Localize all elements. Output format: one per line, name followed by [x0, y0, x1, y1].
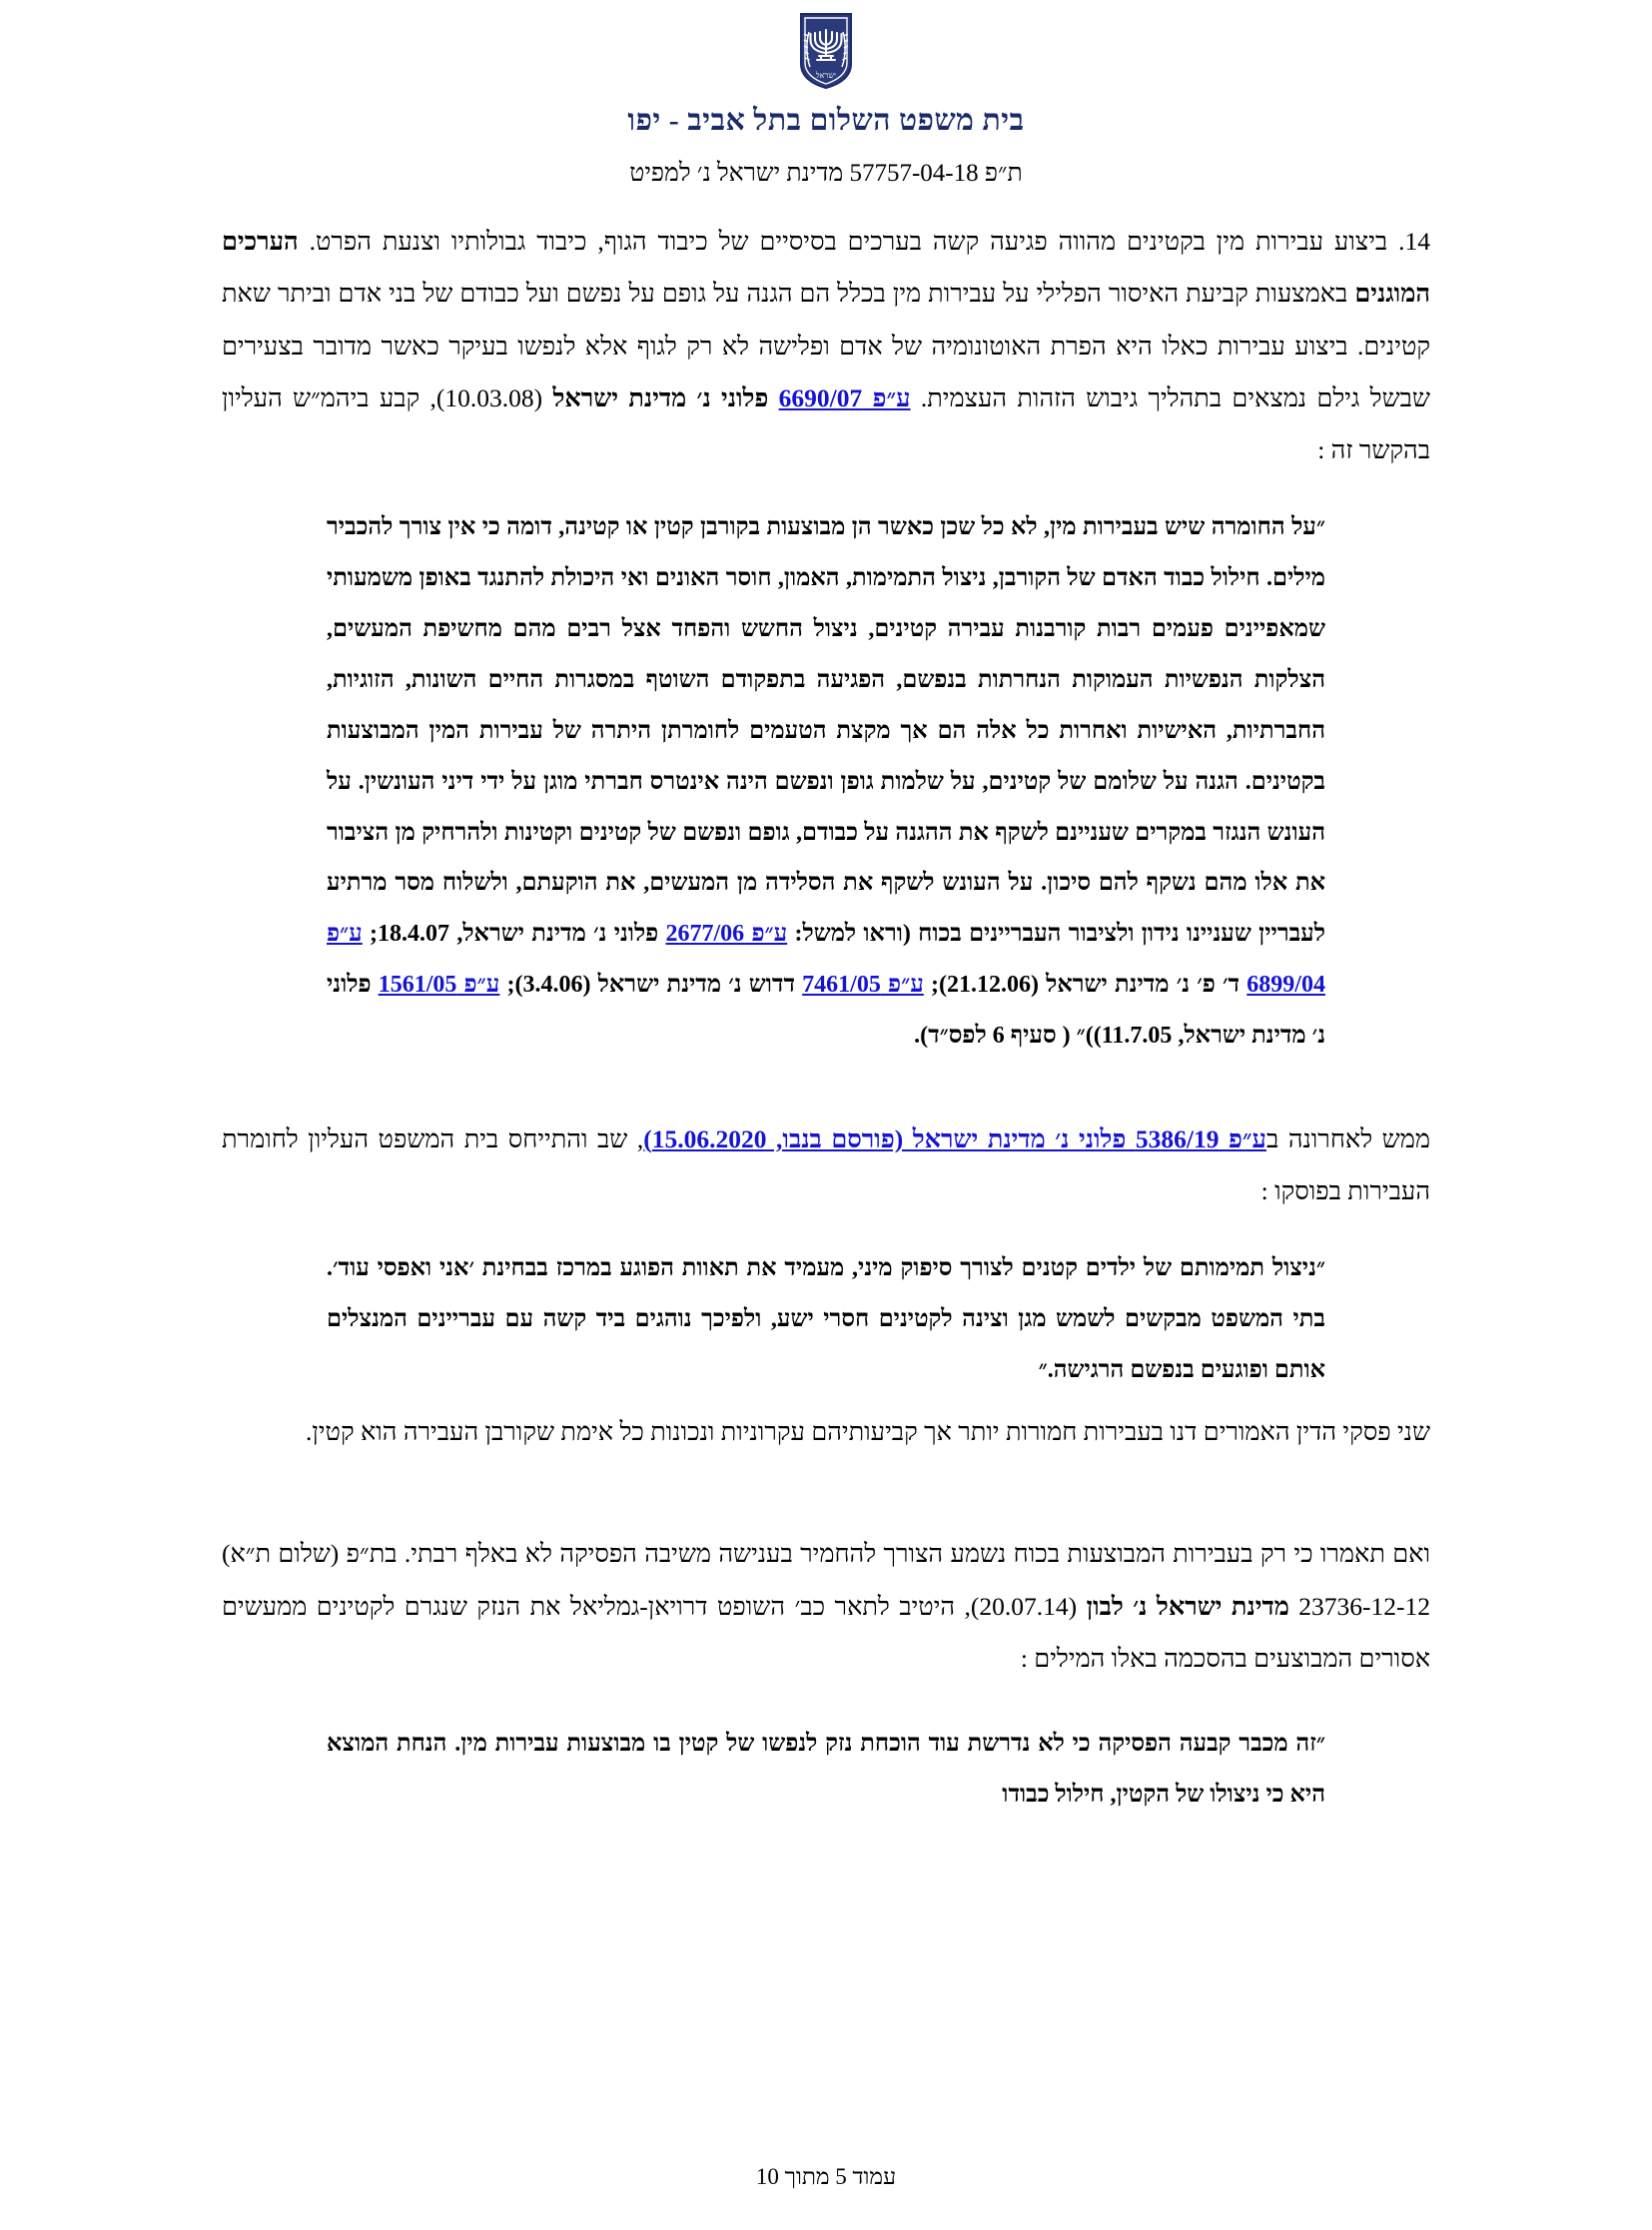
paragraph-two-rulings: שני פסקי הדין האמורים דנו בעבירות חמורות יותר אך קביעותיהם עקרוניות ונכונות כל אימת שקורבן העבירה הוא קטין.	[306, 1417, 1430, 1447]
spacer	[222, 1088, 1430, 1114]
case-name-lavon: מדינת ישראל נ׳ לבון	[1086, 1591, 1289, 1621]
paragraph-14-text-3: (10.03.08), קבע ביהמ״ש העליון בהקשר זה :	[222, 382, 1430, 465]
spacer	[222, 1484, 1430, 1528]
court-emblem-container	[0, 0, 1652, 100]
paragraph-15-text-2: , שב והתייחס בית המשפט העליון לחומרת העבירות בפוסקו :	[222, 1123, 1430, 1206]
paragraph-14-text-1: ביצוע עבירות מין בקטינים מהווה פגיעה קשה בערכים בסיסיים של כיבוד הגוף, כיבוד גבולותיו וצנעת הפרט.	[298, 227, 1388, 256]
citation-link-5386-19[interactable]: ע״פ 5386/19 פלוני נ׳ מדינת ישראל (פורסם בנבו, 15.06.2020)	[643, 1123, 1266, 1153]
svg-text:ישראל: ישראל	[815, 71, 837, 80]
quote-block-2: ״ניצול תמימותם של ילדים קטנים לצורך סיפוק מיני, מעמיד את תאוות הפוגע במרכז בבחינת ׳אני ואפסי עוד׳. בתי המשפט מבקשים לשמש מגן וצינה לקטינים חסרי ישע, ולפיכך נוהגים ביד קשה עם עבריינים המנצלים אותם ופוגעים בנפשם הרגישה.״	[327, 1255, 1325, 1384]
court-title: בית משפט השלום בתל אביב - יפו	[627, 104, 1025, 137]
paragraph-17-text-1: ואם תאמרו כי רק בעבירות המבוצעות בכוח נשמע הצורך להחמיר בענישה משיבה הפסיקה לא באלף רבתי. בת״פ (שלום ת״א) 23736-12-12	[222, 1539, 1431, 1621]
quote-block-3: ״זה מכבר קבעה הפסיקה כי לא נדרשת עוד הוכחת נזק לנפשו של קטין בו מבוצעות עבירות מין. הנחת המוצא היא כי ניצולו של הקטין, חילול כבודו	[327, 1731, 1325, 1809]
quote-1-line-4: דדוש נ׳ מדינת ישראל (3.4.06);	[499, 972, 803, 999]
case-number-line: ת״פ 57757-04-18 מדינת ישראל נ׳ למפיט	[629, 160, 1023, 187]
citation-link-1561-05[interactable]: ע״פ 1561/05	[378, 972, 500, 999]
israel-state-emblem-menorah-icon	[797, 12, 855, 90]
emphasis-protected-values: הערכים המוגנים	[222, 227, 1430, 309]
page-number-label: עמוד 5 מתוך 10	[755, 2164, 897, 2189]
paragraph-14-text-2: באמצעות קביעת האיסור הפלילי על עבירות מין בכלל הם הגנה על גופם על נפשם ועל כבודם של בני אדם וביתר שאת קטינים. ביצוע עבירות כאלו היא הפרת האוטונומיה של אדם ופלישה לא רק לגוף אלא לנפשו בעיקר כאשר מדובר בצעירים שבשל גילם נמצאים בתהליך גיבוש הזהות העצמית.	[222, 279, 1430, 412]
quote-1-line-5: פלוני נ׳ מדינת ישראל, 11.7.05))״ ( סעיף 6 לפס״ד).	[327, 972, 1325, 1050]
citation-link-6690-07[interactable]: ע״פ 6690/07	[778, 382, 911, 412]
page-footer	[0, 2164, 1652, 2190]
citation-link-2677-06[interactable]: ע״פ 2677/06	[665, 921, 788, 948]
paragraph-17-text-2: (20.07.14), היטיב לתאר כב׳ השופט דרויאן-גמליאל את הנזק שנגרם לקטינים ממעשים אסורים המבוצעים בהסכמה באלו המילים :	[222, 1591, 1430, 1673]
quote-1-line-1: ״על החומרה שיש בעבירות מין, לא כל שכן כאשר הן מבוצעות בקורבן קטין או קטינה, דומה כי אין צורך להכביר מילים. חילול כבוד האדם של הקורבן, ניצול התמימות, האמון, חוסר האונים ואי היכולת להתנגד באופן משמעותי שמאפיינים פעמים רבות קורבנות עבירה קטינים, ניצול החשש והפחד אצל רבים מהם מחשיפת המעשים, הצלקות הנפשיות העמוקות הנחרתות בנפשם, הפגיעה בתפקודם השוטף במסגרות החיים השונות, הזוגיות, החברתיות, האישיות ואחרות כל אלה הם אך מקצת הטעמים לחומרתן היתרה של עבירות המין המבוצעות בקטינים. הגנה על שלומם של קטינים, על שלמות גופן ונפשם הינה אינטרס חברתי מוגן על ידי דיני העונשין. על העונש הנגזר במקרים שעניינם לשקף את ההגנה על כבודם, גופם ונפשם של קטינים וקטינות ולהרחיק מן הציבור את אלו מהם נשקף להם סיכון. על העונש לשקף את הסלידה מן המעשים, את הוקעתם, ולשלוח מסר מרתיע לעבריין שעניינו נידון ולציבור העבריינים בכוח (וראו למשל:	[327, 514, 1325, 948]
citation-party-6690-07: פלוני נ׳ מדינת ישראל	[552, 382, 779, 412]
paragraph-14	[222, 216, 1430, 476]
quote-block-1	[327, 502, 1325, 1062]
citation-link-7461-05[interactable]: ע״פ 7461/05	[802, 972, 924, 999]
citation-link-6899-04[interactable]: ע״פ 6899/04	[327, 921, 1325, 999]
paragraph-lavon-case	[222, 1528, 1430, 1685]
paragraph-15-text-1: ממש לאחרונה ב	[1265, 1123, 1430, 1153]
paragraph-recent-ruling	[222, 1114, 1430, 1218]
paragraph-number: 14.	[1398, 227, 1430, 256]
document-content	[222, 216, 1430, 1821]
quote-1-line-2: פלוני נ׳ מדינת ישראל, 18.4.07;	[362, 921, 666, 948]
quote-1-line-3: ד׳ פ׳ נ׳ מדינת ישראל (21.12.06);	[923, 972, 1247, 999]
